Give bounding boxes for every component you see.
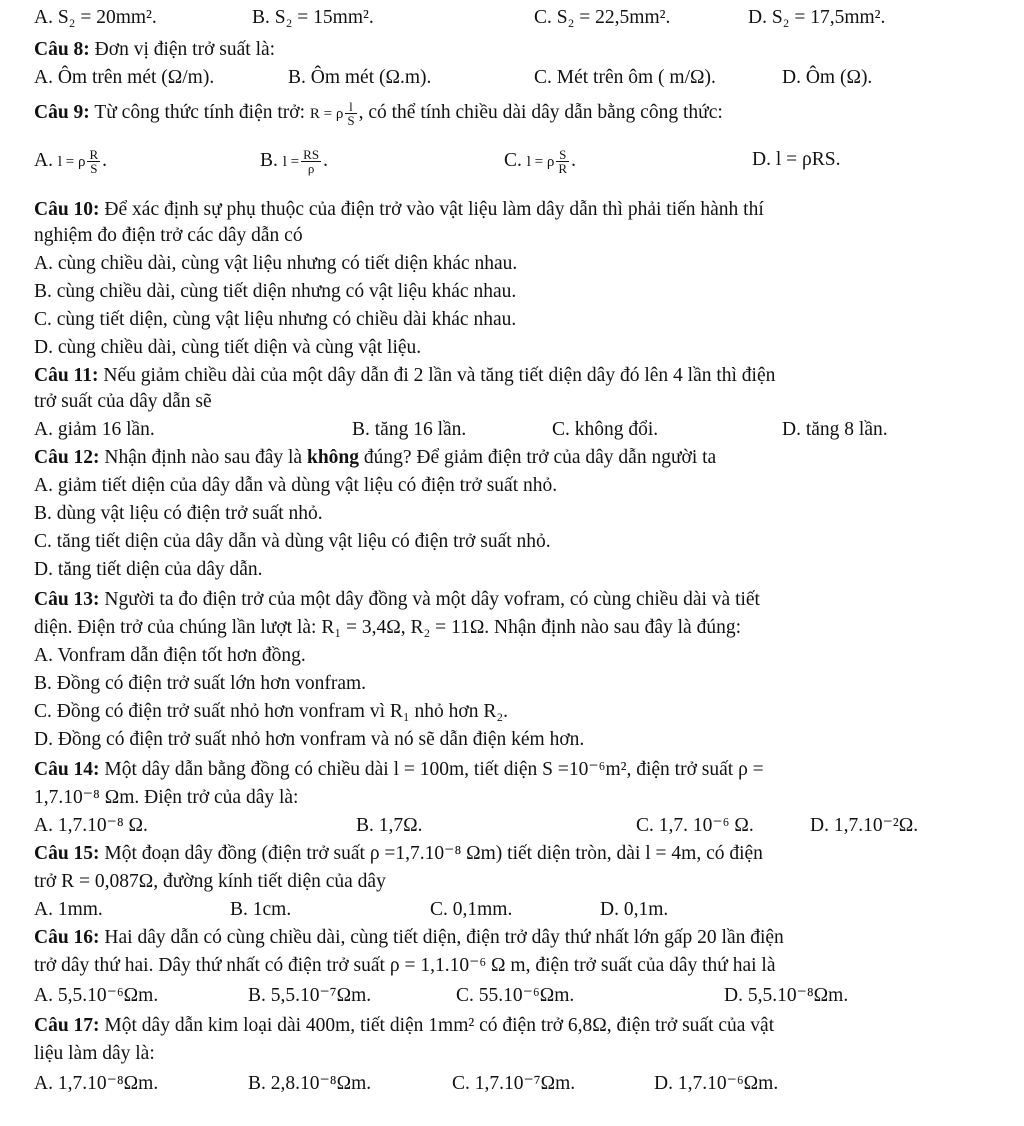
q16-option-b: B. 5,5.10⁻⁷Ωm.	[248, 985, 372, 1006]
q17-option-b: B. 2,8.10⁻⁸Ωm.	[248, 1073, 372, 1094]
q13-option-c: C. Đồng có điện trở suất nhỏ hơn vonfram vì R₁ nhỏ hơn R₂.	[34, 701, 509, 722]
q8-option-c: C. Mét trên ôm ( m/Ω).	[534, 67, 716, 88]
q16-stem-line2: trở dây thứ hai. Dây thứ nhất có điện trở suất ρ = 1,1.10⁻⁶ Ω m, điện trở suất của dây thứ hai là	[34, 955, 776, 976]
q17-text-line1: Một dây dẫn kim loại dài 400m, tiết diện 1mm² có điện trở 6,8Ω, điện trở suất của vật	[99, 1015, 775, 1036]
q8-option-b: B. Ôm mét (Ω.m).	[288, 67, 432, 88]
q14-option-d: D. 1,7.10⁻²Ω.	[810, 815, 919, 836]
q10-option-b: B. cùng chiều dài, cùng tiết diện nhưng có vật liệu khác nhau.	[34, 281, 517, 302]
q12-text-bold: không	[306, 447, 360, 468]
q11-option-b: B. tăng 16 lần.	[352, 419, 467, 440]
q12-option-a: A. giảm tiết diện của dây dẫn và dùng vật liệu có điện trở suất nhỏ.	[34, 475, 558, 496]
q14-option-c: C. 1,7. 10⁻⁶ Ω.	[636, 815, 754, 836]
q7-option-a: A. S₂ = 20mm².	[34, 7, 157, 28]
q7-option-b: B. S₂ = 15mm².	[252, 7, 374, 28]
q15-option-c: C. 0,1mm.	[430, 899, 513, 920]
q13-text-line1: Người ta đo điện trở của một dây đồng và một dây vofram, có cùng chiều dài và tiết	[99, 589, 760, 610]
q9-stem	[34, 100, 1000, 127]
q7-option-d: D. S₂ = 17,5mm².	[748, 7, 886, 28]
q12-text-after: đúng? Để giảm điện trở của dây dẫn người ta	[359, 447, 717, 468]
q13-stem-line1	[34, 588, 1000, 612]
q11-option-d: D. tăng 8 lần.	[782, 419, 888, 440]
q14-text-line1: Một dây dẫn bằng đồng có chiều dài l = 100m, tiết diện S =10⁻⁶m², điện trở suất ρ =	[99, 759, 764, 780]
q16-option-a: A. 5,5.10⁻⁶Ωm.	[34, 985, 159, 1006]
q10-option-c: C. cùng tiết diện, cùng vật liệu nhưng có chiều dài khác nhau.	[34, 309, 517, 330]
q9-option-c-fraction: $\frac{S}{R}$	[558, 147, 568, 176]
q8-text: Đơn vị điện trở suất là:	[89, 39, 276, 60]
q11-option-a: A. giảm 16 lần.	[34, 419, 155, 440]
q10-stem-line2: nghiệm đo điện trở các dây dẫn có	[34, 225, 303, 246]
q17-stem-line2: liệu làm dây là:	[34, 1043, 155, 1064]
q11-text-line1: Nếu giảm chiều dài của một dây dẫn đi 2 lần và tăng tiết diện dây đó lên 4 lần thì điện	[98, 365, 776, 386]
q15-text-line1: Một đoạn dây đồng (điện trở suất ρ =1,7.10⁻⁸ Ωm) tiết diện tròn, dài l = 4m, có điện	[99, 843, 763, 864]
q9-option-d: D. l = ρRS.	[752, 149, 841, 170]
q16-stem-line1	[34, 926, 1000, 950]
q8-stem	[34, 38, 1000, 62]
q9-formula-numerator: l	[345, 100, 356, 114]
q12-option-b: B. dùng vật liệu có điện trở suất nhỏ.	[34, 503, 323, 524]
q16-label: Câu 16:	[34, 927, 100, 948]
q16-option-c: C. 55.10⁻⁶Ωm.	[456, 985, 575, 1006]
q11-option-c: C. không đổi.	[552, 419, 659, 440]
q15-option-a: A. 1mm.	[34, 899, 103, 920]
q17-stem-line1	[34, 1014, 1000, 1038]
q9-option-a: A. l = ρ $\frac{R}{S}$ .	[34, 147, 108, 176]
q7-option-c: C. S₂ = 22,5mm².	[534, 7, 671, 28]
q8-label: Câu 8:	[34, 39, 90, 60]
q10-option-d: D. cùng chiều dài, cùng tiết diện và cùng vật liệu.	[34, 337, 422, 358]
q12-option-c: C. tăng tiết diện của dây dẫn và dùng vật liệu có điện trở suất nhỏ.	[34, 531, 551, 552]
q10-option-a: A. cùng chiều dài, cùng vật liệu nhưng có tiết diện khác nhau.	[34, 253, 518, 274]
q13-stem-line2: diện. Điện trở của chúng lần lượt là: R₁ = 3,4Ω, R₂ = 11Ω. Nhận định nào sau đây là đúng:	[34, 617, 742, 638]
q9-text-before: Từ công thức tính điện trở:	[89, 101, 310, 123]
q15-stem-line2: trở R = 0,087Ω, đường kính tiết diện của dây	[34, 871, 386, 892]
q9-option-a-fraction: $\frac{R}{S}$	[89, 147, 99, 176]
q9-label: Câu 9:	[34, 101, 90, 123]
q17-option-d: D. 1,7.10⁻⁶Ωm.	[654, 1073, 779, 1094]
q11-stem-line2: trở suất của dây dẫn sẽ	[34, 391, 212, 412]
q12-stem	[34, 446, 1000, 470]
q12-option-d: D. tăng tiết diện của dây dẫn.	[34, 559, 263, 580]
q14-option-a: A. 1,7.10⁻⁸ Ω.	[34, 815, 148, 836]
q15-option-d: D. 0,1m.	[600, 899, 669, 920]
q8-option-d: D. Ôm (Ω).	[782, 67, 873, 88]
q14-stem-line1	[34, 758, 1000, 782]
q9-option-c: C. l = ρ $\frac{S}{R}$ .	[504, 147, 576, 176]
q12-label: Câu 12:	[34, 447, 100, 468]
q15-label: Câu 15:	[34, 843, 100, 864]
q10-label: Câu 10:	[34, 199, 100, 220]
q13-label: Câu 13:	[34, 589, 100, 610]
q14-stem-line2: 1,7.10⁻⁸ Ωm. Điện trở của dây là:	[34, 787, 299, 808]
q13-option-d: D. Đồng có điện trở suất nhỏ hơn vonfram và nó sẽ dẫn điện kém hơn.	[34, 729, 585, 750]
q8-option-a: A. Ôm trên mét (Ω/m).	[34, 67, 215, 88]
q9-text-after: , có thể tính chiều dài dây dẫn bằng công thức:	[358, 101, 723, 123]
q10-text-line1: Để xác định sự phụ thuộc của điện trở vào vật liệu làm dây dẫn thì phải tiến hành thí	[99, 199, 764, 220]
q9-formula-lhs: R = ρ	[309, 105, 344, 122]
q12-text-before: Nhận định nào sau đây là	[99, 447, 307, 468]
q16-text-line1: Hai dây dẫn có cùng chiều dài, cùng tiết diện, điện trở dây thứ nhất lớn gấp 20 lần điện	[99, 927, 784, 948]
q17-option-a: A. 1,7.10⁻⁸Ωm.	[34, 1073, 159, 1094]
q17-option-c: C. 1,7.10⁻⁷Ωm.	[452, 1073, 576, 1094]
q10-stem-line1	[34, 198, 1000, 222]
q14-option-b: B. 1,7Ω.	[356, 815, 423, 836]
q15-option-b: B. 1cm.	[230, 899, 292, 920]
q9-formula-fraction	[345, 100, 356, 127]
q16-option-d: D. 5,5.10⁻⁸Ωm.	[724, 985, 849, 1006]
q13-option-b: B. Đồng có điện trở suất lớn hơn vonfram.	[34, 673, 367, 694]
q9-formula-denominator: S	[347, 113, 355, 128]
q11-stem-line1	[34, 364, 1000, 388]
q9-option-b-fraction: $\frac{RS}{\rho}$	[303, 147, 320, 176]
q11-label: Câu 11:	[34, 365, 99, 386]
q15-stem-line1	[34, 842, 1000, 866]
q13-option-a: A. Vonfram dẫn điện tốt hơn đồng.	[34, 645, 306, 666]
q14-label: Câu 14:	[34, 759, 100, 780]
q17-label: Câu 17:	[34, 1015, 100, 1036]
q9-option-b: B. l = $\frac{RS}{\rho}$ .	[260, 147, 328, 176]
